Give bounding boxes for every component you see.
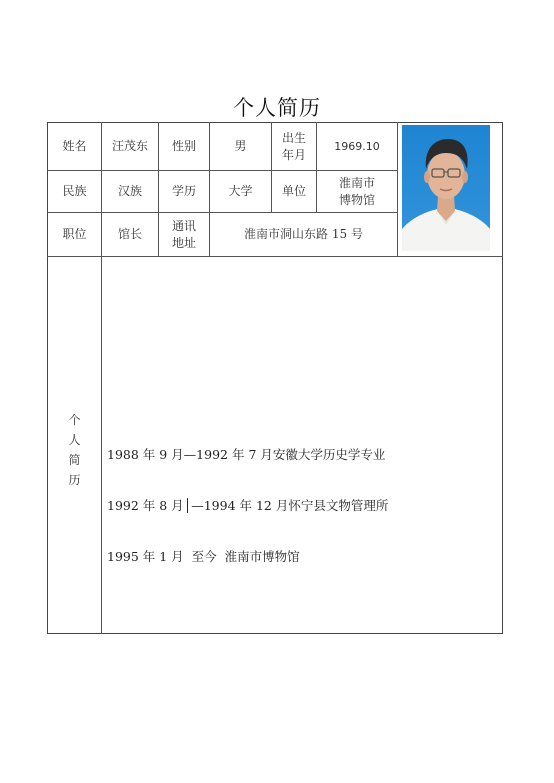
column-divider [397,122,398,256]
resume-entry: 1988 年 9 月—1992 年 7 月安徽大学历史学专业 [107,447,386,462]
portrait-photo [402,125,490,251]
resume-entry: 1995 年 1 月 至今 淮南市博物馆 [107,549,300,564]
name-value: 汪茂东 [111,139,148,153]
address-value: 淮南市洞山东路 15 号 [244,227,363,241]
resume-section-label [48,410,101,490]
document-title: 个人简历 [233,96,321,120]
employer-value-line2: 博物馆 [338,192,375,207]
employer-value [317,171,397,212]
position-value: 馆长 [117,227,142,241]
resume-entries [107,412,388,582]
name-label: 姓名 [62,139,87,153]
birth-label [272,123,316,170]
gender-value: 男 [234,139,247,153]
row-divider [47,256,503,257]
resume-entry: 1992 年 8 月│—1994 年 12 月怀宁县文物管理所 [107,498,389,513]
birth-label-line2: 年月 [281,147,306,162]
education-label: 学历 [171,184,196,198]
resume-label-char: 简 [68,453,81,467]
address-label-line1: 通讯 [171,218,196,233]
employer-label: 单位 [281,184,306,198]
birth-label-line1: 出生 [281,130,306,145]
employer-value-line1: 淮南市 [338,175,375,190]
resume-label-char: 历 [68,473,81,487]
resume-label-char: 人 [68,433,81,447]
gender-label: 性别 [171,139,196,153]
education-value: 大学 [228,184,253,198]
birth-value: 1969.10 [334,140,380,153]
ethnicity-label: 民族 [62,184,87,198]
address-label [159,213,209,256]
ethnicity-value: 汉族 [117,184,142,198]
resume-label-char: 个 [68,413,81,427]
address-label-line2: 地址 [171,235,196,250]
portrait-photo-icon [402,125,490,251]
position-label: 职位 [62,227,87,241]
